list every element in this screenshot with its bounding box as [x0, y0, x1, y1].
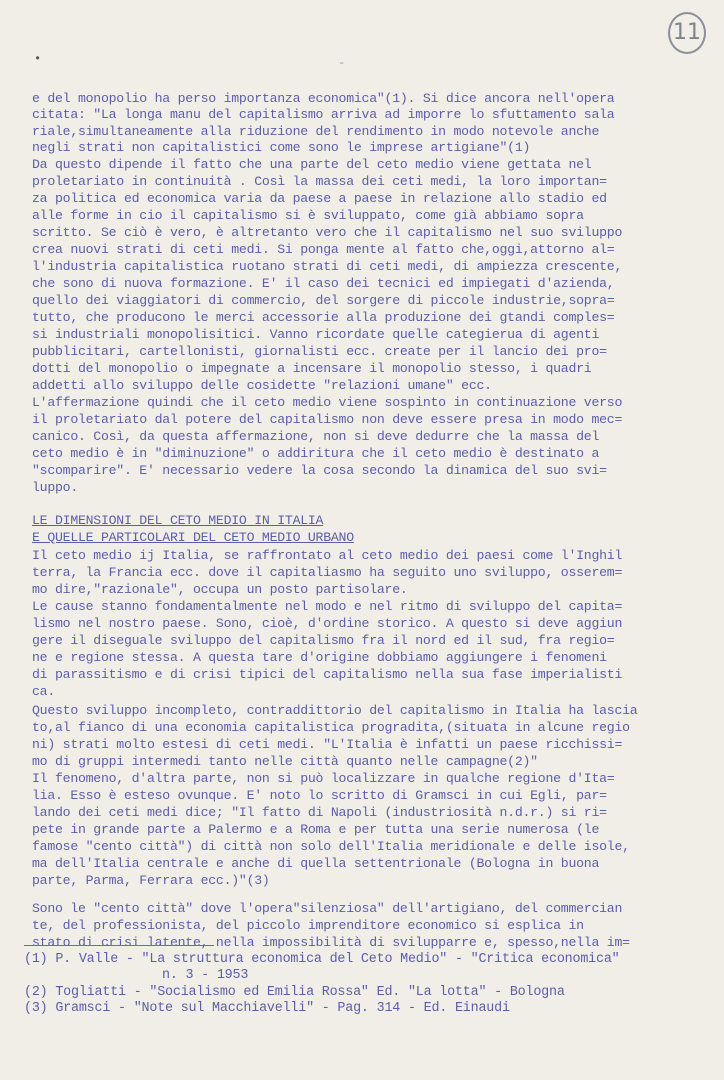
text-line: lia. Esso è esteso ovunque. E' noto lo scritto di Gramsci in cui Egli, par= [32, 788, 607, 803]
text-line: scritto. Se ciò è vero, è altretanto vero che il capitalismo nel suo sviluppo [32, 225, 623, 240]
text-line: Il ceto medio ij Italia, se raffrontato al ceto medio dei paesi come l'Inghil [32, 548, 623, 563]
text-line: ca. [32, 684, 55, 699]
text-line: riale,simultaneamente alla riduzione del rendimento in modo notevole anche [32, 124, 600, 139]
text-line: stato di crisi latente, nella impossibilità di svilupparre e, spesso,nella im= [32, 935, 630, 950]
text-line: famose "cento città") di città non solo dell'Italia meridionale e delle isole, [32, 839, 630, 854]
text-line: il proletariato dal potere del capitalismo non deve essere presa in modo mec= [32, 412, 623, 427]
section-heading: LE DIMENSIONI DEL CETO MEDIO IN ITALIA [32, 513, 324, 528]
text-line: citata: "La longa manu del capitalismo arriva ad imporre lo sfuttamento sala [32, 107, 615, 122]
text-line: te, del professionista, del piccolo imprenditore economico si esplica in [32, 918, 584, 933]
text-line: che sono di nuova formazione. E' il caso dei tecnici ed impiegati d'azienda, [32, 276, 615, 291]
text-line: ne e regione stessa. A questa tare d'origine dobbiamo aggiungere i fenomeni [32, 650, 607, 665]
text-line: "scomparire". E' necessario vedere la cosa secondo la dinamica del suo svi= [32, 463, 607, 478]
page-number: 11 [668, 12, 706, 54]
text-line: gere il diseguale sviluppo del capitalismo fra il nord ed il sud, fra regio= [32, 633, 615, 648]
text-line: tutto, che producono le merci accessorie alla produzione dei gtandi comples= [32, 310, 615, 325]
text-line: e del monopolio ha perso importanza economica"(1). Si dice ancora nell'opera [32, 91, 615, 106]
text-line: to,al fianco di una economia capitalistica progradita,(situata in alcune regio [32, 720, 630, 735]
text-line: lismo nel nostro paese. Sono, cioè, d'ordine storico. A questo si deve aggiun [32, 616, 623, 631]
text-line: Le cause stanno fondamentalmente nel modo e nel ritmo di sviluppo del capita= [32, 599, 623, 614]
text-line: canico. Così, da questa affermazione, non si deve dedurre che la massa del [32, 429, 600, 444]
footnote: (1) P. Valle - "La struttura economica del Ceto Medio" - "Critica economica" [24, 952, 620, 967]
text-line: ni) strati molto estesi di ceti medi. "L'Italia è infatti un paese ricchissi= [32, 737, 623, 752]
text-line: l'industria capitalistica ruotano strati di ceti medi, di ampiezza crescente, [32, 259, 623, 274]
text-line: ceto medio è in "diminuzione" o addiritura che il ceto medio è destinato a [32, 446, 600, 461]
text-line: luppo. [32, 480, 78, 495]
text-line: crea nuovi strati di ceti medi. Si ponga mente al fatto che,oggi,attorno al= [32, 242, 615, 257]
text-line: dotti del monopolio o impegnate a incensare il monopolio stesso, i quadri [32, 361, 592, 376]
text-line: alle forme in cio il capitalismo si è sviluppato, come già abbiamo sopra [32, 208, 584, 223]
text-line: mo di gruppi intermedi tanto nelle città quanto nelle campagne(2)" [32, 754, 538, 769]
text-line: pubblicitari, cartellonisti, giornalisti ecc. create per il lancio dei pro= [32, 344, 607, 359]
text-line: mo dire,"razionale", occupa un posto partisolare. [32, 582, 408, 597]
text-line: Sono le "cento città" dove l'opera"silenziosa" dell'artigiano, del commercian [32, 901, 623, 916]
section-heading: E QUELLE PARTICOLARI DEL CETO MEDIO URBANO [32, 530, 354, 545]
text-line: za politica ed economica varia da paese a paese in relazione allo stadio ed [32, 191, 607, 206]
text-line: ma dell'Italia centrale e anche di quella settentrionale (Bologna in buona [32, 856, 600, 871]
text-line: pete in grande parte a Palermo e a Roma e per tutta una serie numerosa (le [32, 822, 600, 837]
text-line: parte, Parma, Ferrara ecc.)"(3) [32, 873, 270, 888]
text-line: proletariato in continuità . Così la massa dei ceti medi, la loro importan= [32, 174, 607, 189]
footnote-continuation: n. 3 - 1953 [162, 968, 249, 983]
footnote: (2) Togliatti - "Socialismo ed Emilia Rossa" Ed. "La lotta" - Bologna [24, 985, 565, 1000]
margin-dot: • [34, 52, 42, 66]
text-line: di parassitismo e di crisi tipici del capitalismo nella sua fase imperialisti [32, 667, 623, 682]
text-line: addetti allo sviluppo delle cosidette "relazioni umane" ecc. [32, 378, 492, 393]
text-line: negli strati non capitalistici come sono le imprese artigiane"(1) [32, 140, 531, 155]
text-line: terra, la Francia ecc. dove il capitaliasmo ha seguito uno sviluppo, osserem= [32, 565, 623, 580]
top-mark: - [338, 56, 346, 70]
text-line: quello dei viaggiatori di commercio, del sorgere di piccole industrie,sopra= [32, 293, 615, 308]
footnote: (3) Gramsci - "Note sul Macchiavelli" - Pag. 314 - Ed. Einaudi [24, 1001, 510, 1016]
text-line: Il fenomeno, d'altra parte, non si può localizzare in qualche regione d'Ita= [32, 771, 615, 786]
text-line: Da questo dipende il fatto che una parte del ceto medio viene gettata nel [32, 157, 592, 172]
text-line: si industriali monopolisitici. Vanno ricordate quelle categierua di agenti [32, 327, 600, 342]
footnote-rule [24, 945, 214, 946]
text-line: L'affermazione quindi che il ceto medio viene sospinto in continuazione verso [32, 395, 623, 410]
text-line: Questo sviluppo incompleto, contraddittorio del capitalismo in Italia ha lascia [32, 703, 638, 718]
text-line: lando dei ceti medi dice; "Il fatto di Napoli (industriosità n.d.r.) si ri= [32, 805, 607, 820]
